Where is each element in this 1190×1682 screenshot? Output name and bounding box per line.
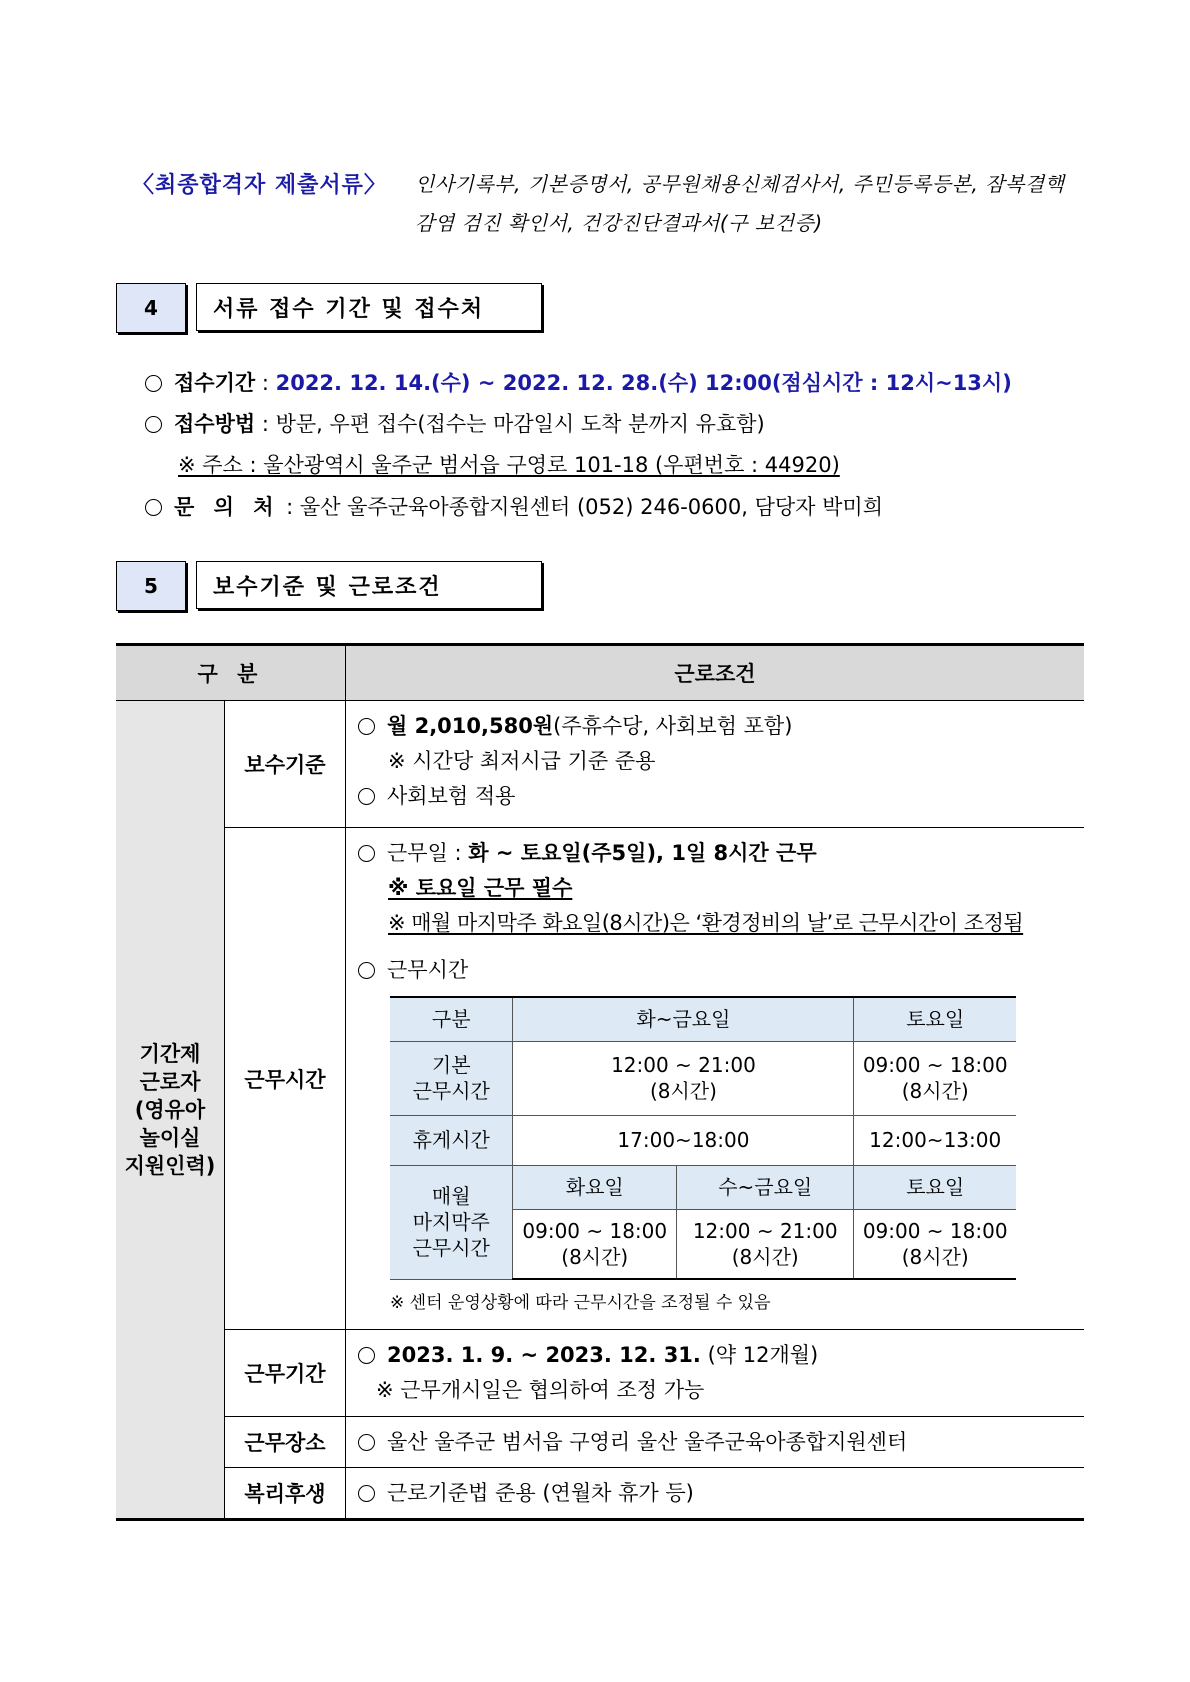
pay-cell: 월 2,010,580원(주휴수당, 사회보험 포함) ※ 시간당 최저시급 기준 준용 사회보험 적용 [346,701,1085,828]
contact-value: 울산 울주군육아종합지원센터 (052) 246-0600, 담당자 박미희 [299,495,883,519]
welfare-value: 근로기준법 준용 (연월차 휴가 등) [387,1480,694,1505]
last-week-tue-time: 09:00 ~ 18:00 (8시간) [513,1209,677,1279]
circle-bullet-icon [358,1347,375,1364]
receipt-method-line: 접수방법 : 방문, 우편 접수(접수는 마감일시 도착 분까지 유효함) [145,408,765,438]
saturday-note: ※ 토요일 근무 필수 [388,876,573,900]
hours-cell: 근무일 : 화 ~ 토요일(주5일), 1일 8시간 근무 ※ 토요일 근무 필수 ※ 매월 마지막주 화요일(8시간)은 ‘환경정비의 날’로 근무시간이 조정됨 근무시간 구분 화~금요일 토요일 기본 근무시간 12:00 ~ 21:00 (8시간) 09:00 ~ 18:00 (8시간) 휴게시간 17:00~18:00 12:00~13:00 매월 마지막주 근무시간 화요일 수~금요일 토요일 09:00 ~ 18:00 (8시간) 12:00 ~ 21:00 (8시간) 09:00 ~ 18:00 (8시간) ※ 센터 운영상황에 따라 근무시간을 조정될 수 있음 [346,828,1085,1330]
circle-bullet-icon [358,962,375,979]
section5-title: 보수기준 및 근로조건 [196,561,542,609]
circle-bullet-icon [145,375,162,392]
final-docs-label: 〈최종합격자 제출서류〉 [132,173,387,198]
section5-number: 5 [116,561,186,611]
monthly-note: ※ 매월 마지막주 화요일(8시간)은 ‘환경정비의 날’로 근무시간이 조정됨 [388,911,1024,935]
last-week-sat-time: 09:00 ~ 18:00 (8시간) [854,1209,1016,1279]
last-week-wedfri-time: 12:00 ~ 21:00 (8시간) [677,1209,854,1279]
final-docs-line2: 감염 검진 확인서, 건강진단결과서(구 보건증) [415,211,823,235]
header-conditions: 근로조건 [346,645,1085,701]
last-week-wedfri: 수~금요일 [677,1165,854,1209]
period-cell: 2023. 1. 9. ~ 2023. 12. 31. (약 12개월) ※ 근무개시일은 협의하여 조정 가능 [346,1330,1085,1417]
pay-amount: 월 2,010,580원 [387,714,554,738]
insurance-text: 사회보험 적용 [387,784,516,808]
address-note: ※ 주소 : 울산광역시 울주군 범서읍 구영로 101-18 (우편번호 : 44920) [178,453,840,477]
place-value: 울산 울주군 범서읍 구영리 울산 울주군육아종합지원센터 [387,1429,908,1454]
circle-bullet-icon [358,1434,375,1451]
last-week-label: 매월 마지막주 근무시간 [390,1165,513,1279]
basic-weekday-hours: 12:00 ~ 21:00 (8시간) [513,1041,854,1115]
period-label: 근무기간 [225,1330,346,1417]
hours-label: 근무시간 [225,828,346,1330]
last-week-sat: 토요일 [854,1165,1016,1209]
circle-bullet-icon [145,416,162,433]
working-days: 화 ~ 토요일(주5일), 1일 8시간 근무 [468,841,817,865]
last-week-tue: 화요일 [513,1165,677,1209]
receipt-period-value: 2022. 12. 14.(수) ~ 2022. 12. 28.(수) 12:00(점심시간 : 12시~13시) [275,371,1012,395]
working-conditions-table [116,643,1084,1521]
pay-note: ※ 시간당 최저시급 기준 준용 [388,749,656,773]
period-note: ※ 근무개시일은 협의하여 조정 가능 [376,1378,705,1402]
welfare-label: 복리후생 [225,1468,346,1520]
break-saturday: 12:00~13:00 [854,1115,1016,1165]
inner-col-saturday: 토요일 [854,997,1016,1041]
receipt-method-value: 방문, 우편 접수(접수는 마감일시 도착 분까지 유효함) [275,412,765,436]
group-label: 기간제 근로자 (영유아 놀이실 지원인력) [116,701,225,1520]
circle-bullet-icon [358,718,375,735]
basic-hours-label: 기본 근무시간 [390,1041,513,1115]
contact-line: 문 의 처 : 울산 울주군육아종합지원센터 (052) 246-0600, 담당자 박미희 [145,491,883,521]
break-weekday: 17:00~18:00 [513,1115,854,1165]
circle-bullet-icon [358,1485,375,1502]
basic-saturday-hours: 09:00 ~ 18:00 (8시간) [854,1041,1016,1115]
break-label: 휴게시간 [390,1115,513,1165]
final-docs-line1: 인사기록부, 기본증명서, 공무원채용신체검사서, 주민등록등본, 잠복결핵 [415,172,1065,196]
place-label: 근무장소 [225,1417,346,1468]
center-note: ※ 센터 운영상황에 따라 근무시간을 조정될 수 있음 [390,1293,771,1313]
circle-bullet-icon [145,499,162,516]
inner-col-weekday: 화~금요일 [513,997,854,1041]
circle-bullet-icon [358,845,375,862]
circle-bullet-icon [358,788,375,805]
inner-col-category: 구분 [390,997,513,1041]
header-category: 구 분 [116,645,346,701]
pay-label: 보수기준 [225,701,346,828]
section4-title: 서류 접수 기간 및 접수처 [196,283,542,331]
welfare-cell [346,1468,1085,1520]
section4-number: 4 [116,283,186,333]
hours-inner-table [390,996,1016,1280]
place-cell [346,1417,1085,1468]
period-value: 2023. 1. 9. ~ 2023. 12. 31. [387,1343,701,1367]
receipt-period-line: 접수기간 : 2022. 12. 14.(수) ~ 2022. 12. 28.(수) 12:00(점심시간 : 12시~13시) [145,367,1012,397]
